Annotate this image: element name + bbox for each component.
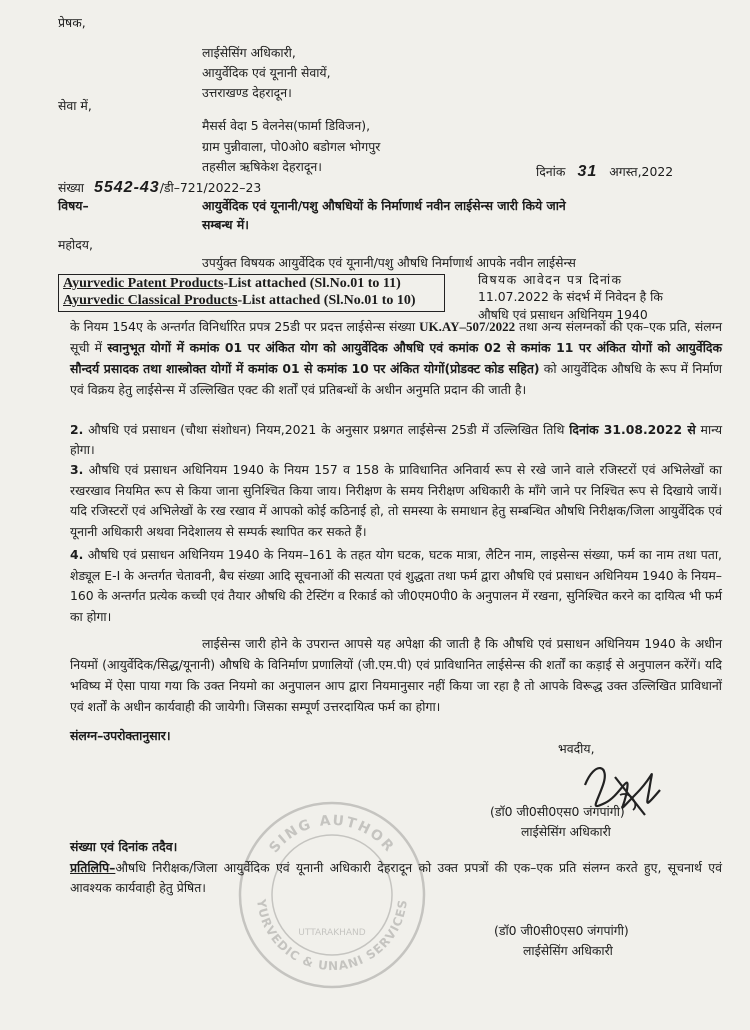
copy-text: औषधि निरीक्षक/जिला आयुर्वेदिक एवं यूनानी अधिकारी देहरादून को उक्त प्रपत्रों की एक–एक प्रति संलग्न करते हुए, सूचनार्थ एवं आवश्यक कार्यवाही हेतु प्रेषित।: [70, 860, 722, 895]
para1-text-b: तथा अन्य संलग्नकों की एक–एक प्रति, संलग्न सूची में: [70, 319, 722, 355]
date-line: [536, 163, 673, 180]
para3-text: औषधि एवं प्रसाधन अधिनियम 1940 के नियम 157 व 158 के प्राविधानित अनिवार्य रूप से रखे जाने वाले रजिस्टरों एवं अभिलेखों का रखरखाव नियमित रूप से किया जाना सुनिश्चित किया जाय। निरीक्षण के समय निरीक्षण अधिकारी के माँगे जाने पर निश्चित रूप से दिखाये जायें। यदि रजिस्टरों एवं अभिलेखों के रख रखाव में आपको कोई कठिनाई हो, तो समस्या के समाधान हेतु सम्बन्धित औषधि निरीक्षक/जिला आयुर्वेदिक एवं यूनानी अधिकारी अथवा निदेशालय से सम्पर्क स्थापित कर सकते हैं।: [70, 462, 722, 539]
sender-line1: लाईसेसिंग अधिकारी,: [202, 45, 296, 60]
seal-top-text: SING AUTHOR: [266, 812, 398, 857]
para2-text-a: औषधि एवं प्रसाधन (चौथा संशोधन) नियम,2021 के अनुसार प्रश्नगत लाईसेन्स 25डी में उल्लिखित तिथि: [83, 422, 570, 437]
paragraph-1: [70, 316, 722, 400]
signatory-title-1: लाईसेसिंग अधिकारी: [521, 824, 611, 839]
copy-reference: संख्या एवं दिनांक तदैव।: [70, 839, 178, 854]
recipient-label: सेवा में,: [58, 98, 92, 113]
paragraph-2: [70, 420, 722, 460]
para1-products: स्वानुभूत योगों में कमांक 01 पर अंकित योग को आयुर्वेदिक औषधि एवं कमांक 02 से कमांक 11 पर अंकित योगों को आयुर्वेदिक सौन्दर्य प्रसादक तथा शास्त्रोक्त योगों में कमांक 01 से कमांक 10 पर अंकित योगों(प्रोडक्ट कोड सहित): [70, 340, 722, 376]
seal-bottom-text: YURVEDIC & UNANI SERVICES: [254, 898, 410, 974]
sender-label: प्रेषक,: [58, 15, 86, 30]
sender-line3: उत्तराखण्ड देहरादून।: [202, 85, 292, 100]
copy-label: प्रतिलिपि–: [70, 860, 116, 875]
recipient-line2: ग्राम पुन्नीवाला, पो0ओ0 बडोगल भोगपुर: [202, 139, 381, 154]
para1-text-a: के नियम 154ए के अन्तर्गत विनिर्धारित प्रपत्र 25डी पर प्रदत्त लाईसेन्स संख्या: [70, 319, 420, 334]
license-number: UK.AY–507/2022: [419, 319, 516, 334]
intro-line3: 11.07.2022 के संदर्भ में निवेदन है कि: [478, 289, 663, 304]
attachment-patent-rest: -List attached (Sl.No.01 to 11): [223, 276, 401, 291]
paragraph-4: [70, 545, 722, 627]
date-prefix: दिनांक: [536, 164, 566, 179]
seal-center-text: UTTARAKHAND: [298, 928, 366, 938]
ref-handwritten: 5542-43: [93, 179, 160, 196]
attachments-box: [58, 274, 445, 312]
recipient-line3: तहसील ऋषिकेश देहरादून।: [202, 159, 322, 174]
para4-number: 4.: [70, 547, 84, 562]
para2-valid-date: दिनांक 31.08.2022 से: [569, 422, 696, 437]
closing-paragraph: लाईसेन्स जारी होने के उपरान्त आपसे यह अपेक्षा की जाती है कि औषधि एवं प्रसाधन अधिनियम 1940 के अधीन नियमों (आयुर्वेदिक/सिद्ध/यूनानी) औषधि के विनिर्माण प्रणालियों (जी.एम.पी) एवं प्राविधानित लाईसेन्स की शर्तों का कड़ाई से अनुपालन करेंगें। यदि भविष्य में ऐसा पाया गया कि उक्त नियमो का अनुपालन आप द्वारा नियमानुसार नहीं किया जा रहा है तो आपके विरूद्ध उक्त उल्लिखित प्राविधानों एवं शर्तों के अधीन कार्यवाही की जायेगी। जिसका सम्पूर्ण उत्तरदायित्व फर्म का होगा।: [70, 636, 722, 714]
attachment-classical: [63, 293, 416, 309]
signatory-name-1: (डॉ0 जी0सी0एस0 जंगपांगी): [490, 804, 625, 819]
attachment-patent-title: Ayurvedic Patent Products: [63, 276, 224, 291]
sender-line2: आयुर्वेदिक एवं यूनानी सेवायें,: [202, 65, 331, 80]
para2-number: 2.: [70, 422, 84, 437]
attachment-classical-title: Ayurvedic Classical Products: [63, 293, 238, 308]
para4-text: औषधि एवं प्रसाधन अधिनियम 1940 के नियम–161 के तहत योग घटक, घटक मात्रा, लैटिन नाम, लाइसेन्स संख्या, फर्म का नाम तथा पता, शेड्यूल E-I के अन्तर्गत चेतावनी, बैच संख्या आदि सूचनाओं की सत्यता एवं शुद्धता तथा फर्म द्वारा औषधि एवं प्रसाधन अधिनियम 1940 के नियम–160 के अन्तर्गत प्रत्येक कच्ची एवं तैयार औषधि की टेस्टिंग व रिकार्ड को जी0एम0पी0 के अनुपालन में रखना, सुनिश्चित करने का दायित्व भी फर्म का होगा।: [70, 547, 722, 624]
recipient-line1: मैसर्स वेदा 5 वेलनेस(फार्मा डिविजन),: [202, 118, 371, 133]
reference-number: [58, 179, 261, 196]
signatory-title-2: लाईसेसिंग अधिकारी: [523, 943, 613, 958]
ref-printed: /डी–721/2022–23: [159, 180, 262, 195]
subject-label: विषय–: [58, 198, 89, 213]
para1-text-c: को आयुर्वेदिक औषधि के रूप में निर्माण एवं विक्रय हेतु लाईसेन्स में उल्लिखित एक्ट की शर्तों एवं प्रतिबन्धों के अधीन अनुमति प्रदान की जाती है।: [70, 361, 722, 397]
date-day: 31: [577, 163, 598, 180]
subject-line1: आयुर्वेदिक एवं यूनानी/पशु औषधियों के निर्माणार्थ नवीन लाईसेन्स जारी किये जाने: [202, 198, 566, 213]
paragraph-3: [70, 460, 722, 542]
yours-faithfully: भवदीय,: [558, 741, 595, 756]
intro-line1: उपर्युक्त विषयक आयुर्वेदिक एवं यूनानी/पशु औषधि निर्माणार्थ आपके नवीन लाईसेन्स: [202, 255, 576, 270]
intro-line2: विषयक आवेदन पत्र दिनांक: [478, 272, 623, 287]
salutation: महोदय,: [58, 237, 93, 252]
attachment-classical-rest: -List attached (Sl.No.01 to 10): [237, 293, 416, 308]
attachment-patent: [63, 276, 401, 292]
enclosure: संलग्न–उपरोक्तानुसार।: [70, 728, 171, 743]
date-suffix: अगस्त,2022: [609, 164, 674, 179]
copy-paragraph: [70, 858, 722, 898]
signatory-name-2: (डॉ0 जी0सी0एस0 जंगपांगी): [494, 923, 629, 938]
subject-line2: सम्बन्ध में।: [202, 217, 249, 232]
para3-number: 3.: [70, 462, 84, 477]
ref-label: संख्या: [58, 180, 85, 195]
intro-line4: औषधि एवं प्रसाधन अधिनियम 1940: [478, 307, 648, 322]
para2-text-b: मान्य होगा।: [70, 422, 723, 457]
